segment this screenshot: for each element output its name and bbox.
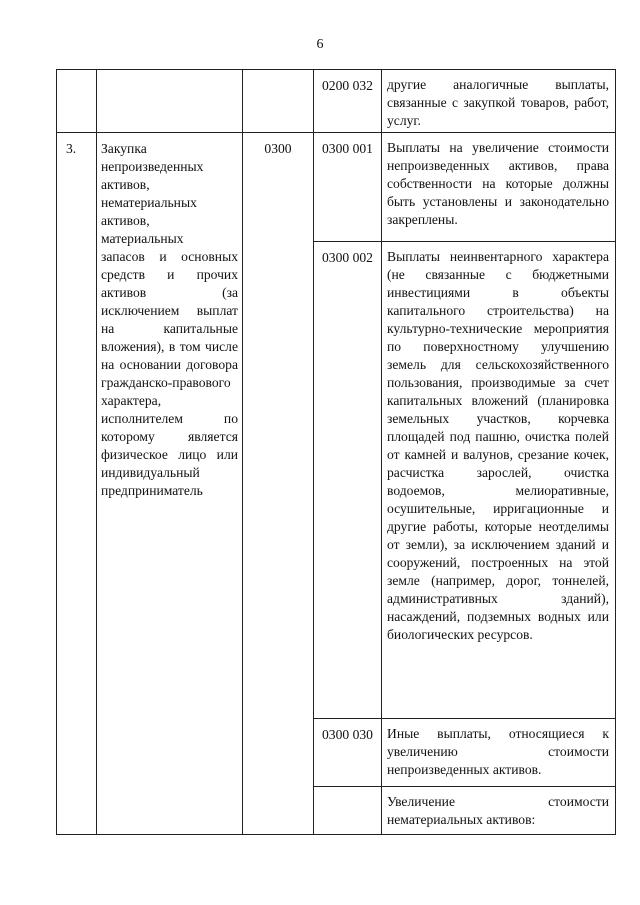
cell-code <box>243 70 314 133</box>
section-name-part-2: запасов и основных средств и прочих активов (за исключением выплат на капитальные вложения), в том числе на основании договора гражданско-правового характера, исполнителем по которому является физическое лицо или индивидуальный предприниматель <box>101 249 238 498</box>
page-number: 6 <box>316 37 324 52</box>
item-code: 0300 002 <box>314 242 382 719</box>
description-text: Выплаты на увеличение стоимости непроизведенных активов, права собственности на которые должны быть установлены и законодательно закреплены. <box>387 140 609 227</box>
section-name-part-1: Закупка непроизведенных активов, нематериальных активов, материальных <box>101 141 204 246</box>
cell-number <box>57 70 97 133</box>
cell-subcode: 0200 032 <box>314 70 382 133</box>
description-text: Выплаты неинвентарного характера (не связанные с бюджетными инвестициями в объекты капитального строительства) на культурно-технические мероприятия по поверхностному улучшению земель для сельскохозяйственного пользования, производимые за счет капитальных вложений (планировка земельных участков, корчевка площадей под пашню, очистка полей от камней и валунов, срезание кочек, расчистка зарослей, очистка водоемов, мелиоративные, осушительные, ирригационные и другие работы, которые неотделимы от земли), за исключением зданий и сооружений, построенных на этой земле (например, дорог, тоннелей, административных зданий), насаждений, подземных водных или биологических ресурсов. <box>387 249 609 642</box>
description-text: другие аналогичные выплаты, связанные с закупкой товаров, работ, услуг. <box>387 77 609 128</box>
item-description <box>382 719 616 787</box>
item-code <box>314 787 382 835</box>
cell-name <box>97 70 243 133</box>
item-description <box>382 787 616 835</box>
section-number: 3. <box>57 133 97 835</box>
description-text: Иные выплаты, относящиеся к увеличению стоимости непроизведенных активов. <box>387 726 609 777</box>
cell-description <box>382 70 616 133</box>
budget-classification-table <box>56 69 616 835</box>
table-row <box>57 133 616 242</box>
table-row <box>57 70 616 133</box>
section-name <box>97 133 243 835</box>
item-code: 0300 001 <box>314 133 382 242</box>
section-code: 0300 <box>243 133 314 835</box>
item-description <box>382 242 616 719</box>
description-text: Увеличение стоимости нематериальных активов: <box>387 794 609 827</box>
item-description <box>382 133 616 242</box>
item-code: 0300 030 <box>314 719 382 787</box>
